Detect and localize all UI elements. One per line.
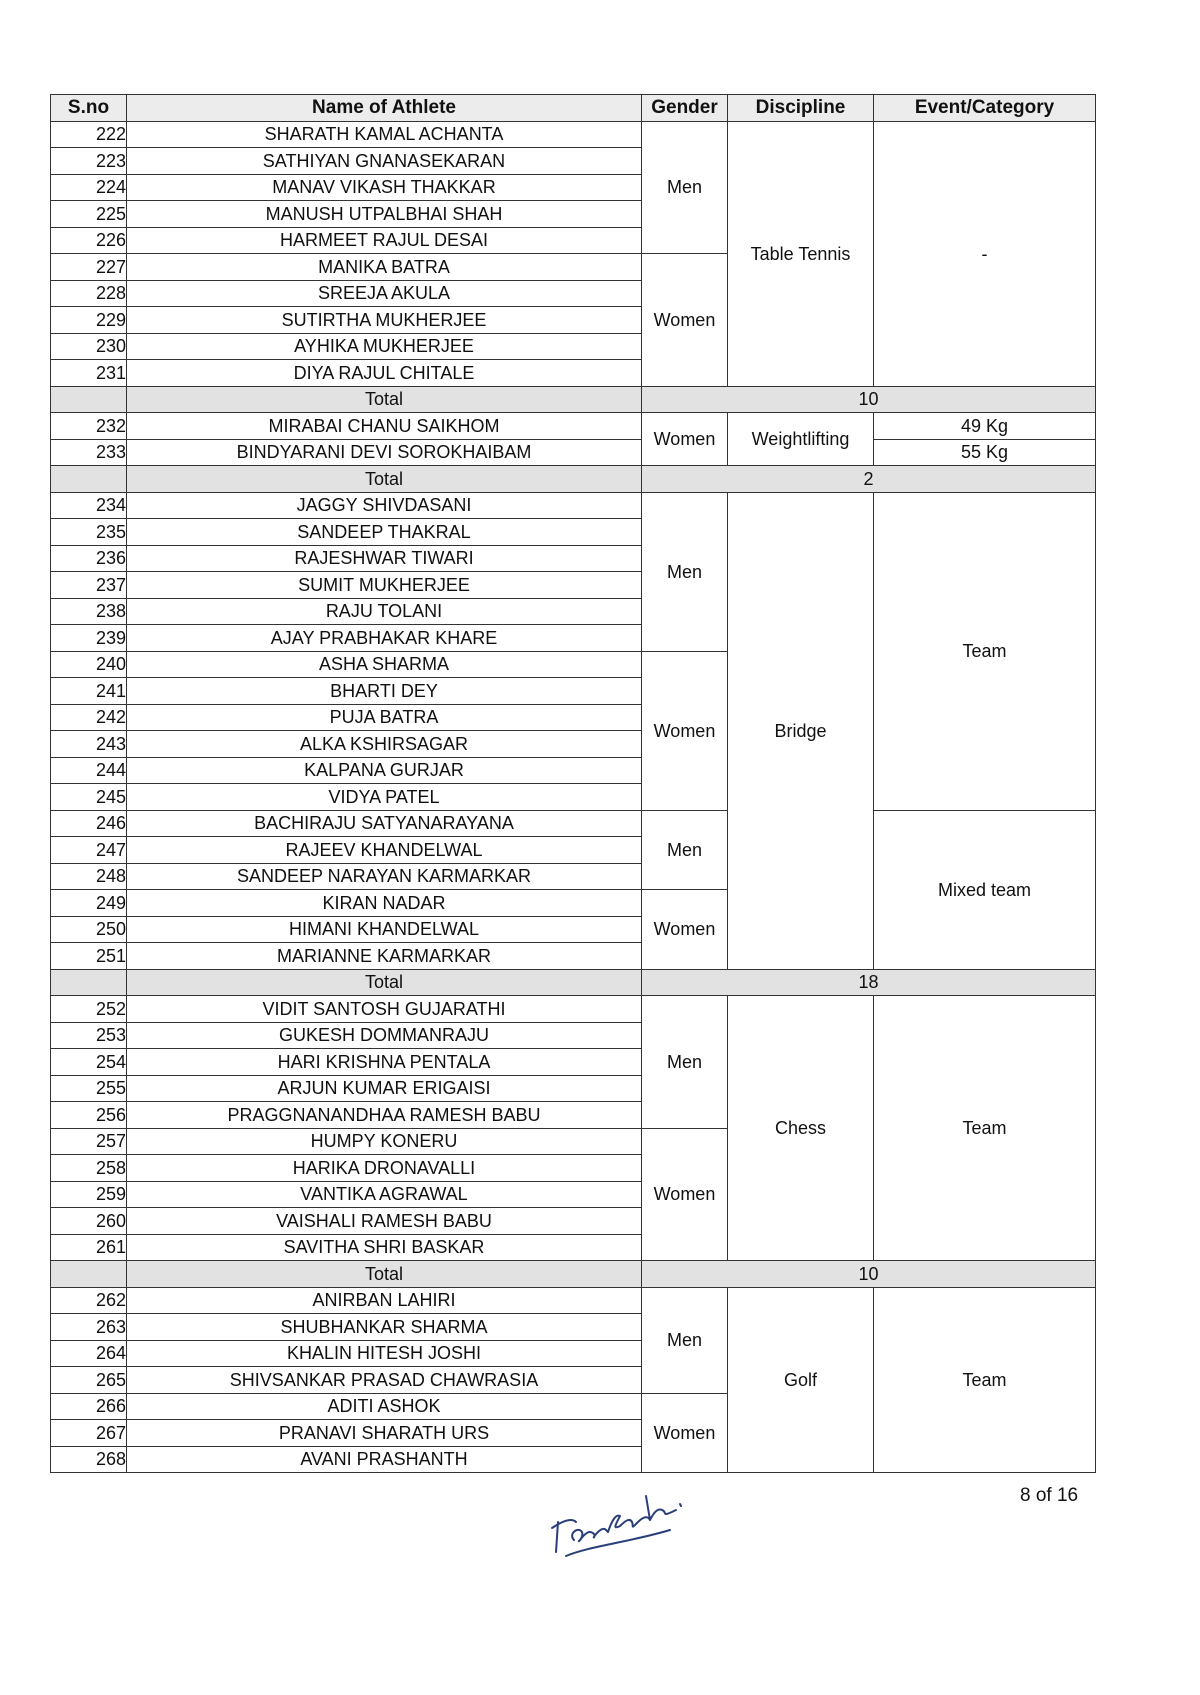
athlete-name-cell: VIDYA PATEL [127, 784, 642, 811]
athlete-name-cell: BACHIRAJU SATYANARAYANA [127, 810, 642, 837]
gender-cell: Men [642, 810, 728, 890]
athlete-name-cell: SUMIT MUKHERJEE [127, 572, 642, 599]
sno-cell: 249 [51, 890, 127, 917]
total-row [51, 386, 1096, 413]
sno-cell: 227 [51, 254, 127, 281]
gender-cell: Men [642, 492, 728, 651]
total-label: Total [127, 969, 642, 996]
total-value: 2 [642, 466, 1096, 493]
athlete-name-cell: HIMANI KHANDELWAL [127, 916, 642, 943]
sno-cell: 230 [51, 333, 127, 360]
sno-cell: 240 [51, 651, 127, 678]
athlete-name-cell: BINDYARANI DEVI SOROKHAIBAM [127, 439, 642, 466]
sno-cell: 265 [51, 1367, 127, 1394]
sno-cell: 248 [51, 863, 127, 890]
athlete-name-cell: AVANI PRASHANTH [127, 1446, 642, 1473]
athlete-name-cell: JAGGY SHIVDASANI [127, 492, 642, 519]
athlete-name-cell: SANDEEP NARAYAN KARMARKAR [127, 863, 642, 890]
total-value: 10 [642, 386, 1096, 413]
gender-cell: Men [642, 121, 728, 254]
athlete-name-cell: ASHA SHARMA [127, 651, 642, 678]
total-value: 10 [642, 1261, 1096, 1288]
athlete-name-cell: ALKA KSHIRSAGAR [127, 731, 642, 758]
athlete-name-cell: SREEJA AKULA [127, 280, 642, 307]
athlete-name-cell: ARJUN KUMAR ERIGAISI [127, 1075, 642, 1102]
header-gender: Gender [642, 95, 728, 122]
sno-cell: 257 [51, 1128, 127, 1155]
sno-cell: 236 [51, 545, 127, 572]
athlete-name-cell: HUMPY KONERU [127, 1128, 642, 1155]
athlete-name-cell: MANAV VIKASH THAKKAR [127, 174, 642, 201]
athlete-name-cell: PRANAVI SHARATH URS [127, 1420, 642, 1447]
athlete-name-cell: HARMEET RAJUL DESAI [127, 227, 642, 254]
sno-cell: 245 [51, 784, 127, 811]
sno-cell: 225 [51, 201, 127, 228]
gender-cell: Women [642, 1128, 728, 1261]
sno-cell: 255 [51, 1075, 127, 1102]
sno-cell: 228 [51, 280, 127, 307]
discipline-cell: Bridge [728, 492, 874, 969]
gender-cell: Men [642, 1287, 728, 1393]
discipline-cell: Weightlifting [728, 413, 874, 466]
sno-cell: 234 [51, 492, 127, 519]
page-number: 8 of 16 [1020, 1485, 1079, 1506]
athlete-name-cell: AJAY PRABHAKAR KHARE [127, 625, 642, 652]
sno-cell: 258 [51, 1155, 127, 1182]
athlete-name-cell: VIDIT SANTOSH GUJARATHI [127, 996, 642, 1023]
total-blank-cell [51, 969, 127, 996]
sno-cell: 226 [51, 227, 127, 254]
gender-cell: Women [642, 890, 728, 970]
sno-cell: 241 [51, 678, 127, 705]
table-row [51, 1287, 1096, 1314]
sno-cell: 267 [51, 1420, 127, 1447]
sno-cell: 235 [51, 519, 127, 546]
sno-cell: 252 [51, 996, 127, 1023]
gender-cell: Women [642, 254, 728, 387]
athlete-name-cell: SHIVSANKAR PRASAD CHAWRASIA [127, 1367, 642, 1394]
sno-cell: 222 [51, 121, 127, 148]
table-row [51, 121, 1096, 148]
table-row [51, 439, 1096, 466]
athlete-name-cell: ANIRBAN LAHIRI [127, 1287, 642, 1314]
event-cell: Mixed team [874, 810, 1096, 969]
total-blank-cell [51, 466, 127, 493]
athlete-name-cell: VANTIKA AGRAWAL [127, 1181, 642, 1208]
table-row [51, 996, 1096, 1023]
athlete-name-cell: MANUSH UTPALBHAI SHAH [127, 201, 642, 228]
event-cell: Team [874, 492, 1096, 810]
athlete-name-cell: KIRAN NADAR [127, 890, 642, 917]
athlete-name-cell: MIRABAI CHANU SAIKHOM [127, 413, 642, 440]
sno-cell: 263 [51, 1314, 127, 1341]
athlete-name-cell: RAJEEV KHANDELWAL [127, 837, 642, 864]
event-cell: 49 Kg [874, 413, 1096, 440]
total-blank-cell [51, 386, 127, 413]
discipline-cell: Golf [728, 1287, 874, 1473]
sno-cell: 237 [51, 572, 127, 599]
total-label: Total [127, 1261, 642, 1288]
header-name: Name of Athlete [127, 95, 642, 122]
athlete-name-cell: RAJESHWAR TIWARI [127, 545, 642, 572]
sno-cell: 239 [51, 625, 127, 652]
sno-cell: 260 [51, 1208, 127, 1235]
sno-cell: 246 [51, 810, 127, 837]
sno-cell: 262 [51, 1287, 127, 1314]
athlete-name-cell: SATHIYAN GNANASEKARAN [127, 148, 642, 175]
sno-cell: 266 [51, 1393, 127, 1420]
gender-cell: Women [642, 1393, 728, 1473]
athlete-name-cell: DIYA RAJUL CHITALE [127, 360, 642, 387]
athlete-name-cell: RAJU TOLANI [127, 598, 642, 625]
sno-cell: 254 [51, 1049, 127, 1076]
sno-cell: 244 [51, 757, 127, 784]
sno-cell: 250 [51, 916, 127, 943]
athlete-name-cell: PUJA BATRA [127, 704, 642, 731]
total-row [51, 466, 1096, 493]
athlete-name-cell: ADITI ASHOK [127, 1393, 642, 1420]
header-discipline: Discipline [728, 95, 874, 122]
total-label: Total [127, 386, 642, 413]
sno-cell: 253 [51, 1022, 127, 1049]
sno-cell: 223 [51, 148, 127, 175]
event-cell: Team [874, 1287, 1096, 1473]
athlete-name-cell: SHARATH KAMAL ACHANTA [127, 121, 642, 148]
athlete-name-cell: HARIKA DRONAVALLI [127, 1155, 642, 1182]
header-row [51, 95, 1096, 122]
athlete-name-cell: AYHIKA MUKHERJEE [127, 333, 642, 360]
athlete-name-cell: KALPANA GURJAR [127, 757, 642, 784]
athlete-name-cell: SHUBHANKAR SHARMA [127, 1314, 642, 1341]
athlete-name-cell: SANDEEP THAKRAL [127, 519, 642, 546]
athlete-name-cell: KHALIN HITESH JOSHI [127, 1340, 642, 1367]
table-row [51, 492, 1096, 519]
signature-mark [550, 1460, 730, 1560]
athlete-name-cell: SAVITHA SHRI BASKAR [127, 1234, 642, 1261]
total-label: Total [127, 466, 642, 493]
sno-cell: 251 [51, 943, 127, 970]
sno-cell: 247 [51, 837, 127, 864]
discipline-cell: Chess [728, 996, 874, 1261]
sno-cell: 233 [51, 439, 127, 466]
total-row [51, 1261, 1096, 1288]
sno-cell: 264 [51, 1340, 127, 1367]
total-row [51, 969, 1096, 996]
athlete-name-cell: SUTIRTHA MUKHERJEE [127, 307, 642, 334]
sno-cell: 243 [51, 731, 127, 758]
sno-cell: 261 [51, 1234, 127, 1261]
table-row [51, 810, 1096, 837]
event-cell: - [874, 121, 1096, 386]
table-row [51, 413, 1096, 440]
athlete-name-cell: MARIANNE KARMARKAR [127, 943, 642, 970]
athlete-name-cell: GUKESH DOMMANRAJU [127, 1022, 642, 1049]
total-blank-cell [51, 1261, 127, 1288]
sno-cell: 224 [51, 174, 127, 201]
sno-cell: 238 [51, 598, 127, 625]
gender-cell: Men [642, 996, 728, 1129]
header-sno: S.no [51, 95, 127, 122]
sno-cell: 229 [51, 307, 127, 334]
athlete-name-cell: MANIKA BATRA [127, 254, 642, 281]
event-cell: Team [874, 996, 1096, 1261]
sno-cell: 256 [51, 1102, 127, 1129]
gender-cell: Women [642, 651, 728, 810]
sno-cell: 232 [51, 413, 127, 440]
athlete-table [50, 94, 1096, 1473]
event-cell: 55 Kg [874, 439, 1096, 466]
sno-cell: 268 [51, 1446, 127, 1473]
gender-cell: Women [642, 413, 728, 466]
athlete-name-cell: VAISHALI RAMESH BABU [127, 1208, 642, 1235]
sno-cell: 242 [51, 704, 127, 731]
athlete-name-cell: HARI KRISHNA PENTALA [127, 1049, 642, 1076]
athlete-name-cell: BHARTI DEY [127, 678, 642, 705]
sno-cell: 231 [51, 360, 127, 387]
header-event: Event/Category [874, 95, 1096, 122]
total-value: 18 [642, 969, 1096, 996]
discipline-cell: Table Tennis [728, 121, 874, 386]
sno-cell: 259 [51, 1181, 127, 1208]
athlete-name-cell: PRAGGNANANDHAA RAMESH BABU [127, 1102, 642, 1129]
